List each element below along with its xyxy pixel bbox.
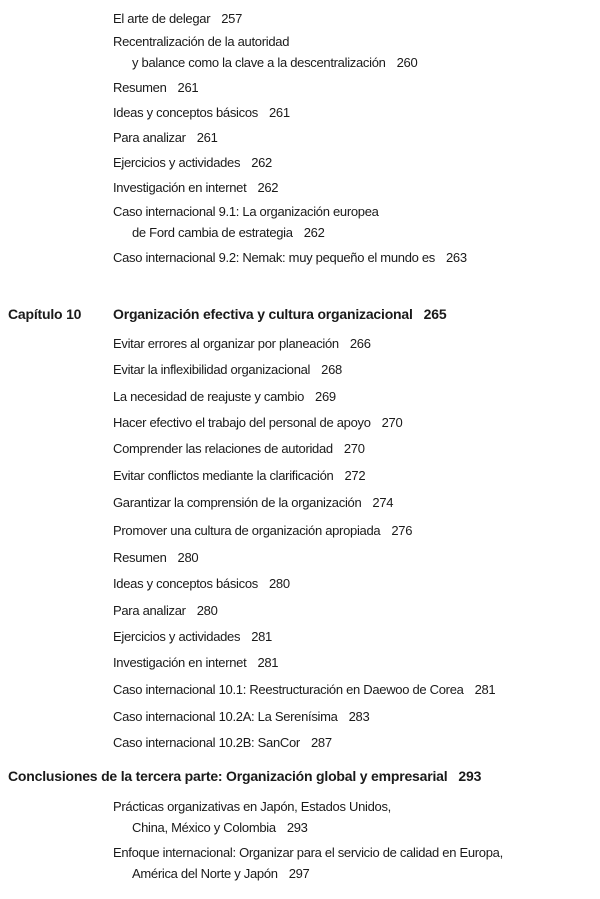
toc-entry-text: Resumen [113, 80, 167, 95]
toc-entry-page: 274 [372, 495, 394, 510]
chapter-10-page: 265 [423, 306, 447, 322]
toc-entry [113, 386, 336, 407]
toc-entry [113, 547, 198, 568]
toc-entry [113, 573, 290, 594]
toc-entry-page: 261 [196, 130, 218, 145]
toc-entry-text: Ejercicios y actividades [113, 155, 241, 170]
toc-entry [113, 102, 290, 123]
toc-entry-page: 283 [348, 709, 370, 724]
toc-entry-text [113, 679, 495, 700]
toc-entry-text [113, 573, 290, 594]
toc-entry-text: Caso internacional 10.2B: SanCor [113, 735, 300, 750]
toc-entry-page: 268 [321, 362, 342, 377]
toc-entry-text: Promover una cultura de organización apropiada [113, 523, 381, 538]
toc-entry-text [113, 520, 412, 541]
toc-entry-page: 262 [303, 225, 325, 240]
chapter-10-label: Capítulo 10 [8, 306, 82, 322]
chapter-10-title: Organización efectiva y cultura organizacional [113, 306, 413, 322]
toc-entry [113, 600, 218, 621]
toc-entry-text [113, 386, 336, 407]
toc-entry-text [113, 412, 402, 433]
toc-entry-text [113, 247, 467, 268]
toc-entry [113, 842, 503, 884]
toc-entry-text: Para analizar [113, 130, 186, 145]
toc-entry-page: 281 [251, 629, 272, 644]
toc-entry [113, 359, 342, 380]
toc-entry-page: 262 [257, 180, 279, 195]
toc-entry-text: y balance como la clave a la descentralización [132, 55, 386, 70]
toc-entry-text [113, 600, 218, 621]
toc-entry [113, 152, 272, 173]
toc-entry-text [113, 465, 365, 486]
toc-entry [113, 247, 467, 268]
toc-entry-text: China, México y Colombia [132, 820, 276, 835]
toc-entry [113, 31, 417, 73]
toc-entry-text [113, 52, 417, 73]
toc-entry [113, 333, 371, 354]
toc-entry-text: Garantizar la comprensión de la organización [113, 495, 362, 510]
toc-entry-text [113, 652, 278, 673]
toc-entry [113, 796, 391, 838]
toc-entry-text: Caso internacional 10.2A: La Serenísima [113, 709, 338, 724]
toc-entry-text: Ejercicios y actividades [113, 629, 241, 644]
toc-entry-page: 297 [288, 866, 310, 881]
toc-entry-text: Resumen [113, 550, 167, 565]
toc-entry-text [113, 177, 278, 198]
toc-entry-page: 293 [286, 820, 308, 835]
toc-entry [113, 412, 402, 433]
toc-entry-text: Caso internacional 10.1: Reestructuración en Daewoo de Corea [113, 682, 464, 697]
toc-entry [113, 732, 332, 753]
toc-entry-text: Ideas y conceptos básicos [113, 105, 258, 120]
toc-entry-text [113, 359, 342, 380]
toc-entry-text: La necesidad de reajuste y cambio [113, 389, 305, 404]
toc-entry-text: Caso internacional 9.2: Nemak: muy pequeño el mundo es [113, 250, 435, 265]
toc-entry-page: 272 [344, 468, 366, 483]
toc-entry-text [113, 817, 391, 838]
toc-entry-page: 261 [268, 105, 290, 120]
toc-entry-text [113, 8, 242, 29]
toc-entry-text [113, 222, 379, 243]
toc-entry-text: Enfoque internacional: Organizar para el servicio de calidad en Europa, [113, 845, 503, 860]
toc-entry-page: 280 [177, 550, 199, 565]
toc-entry [113, 706, 369, 727]
toc-entry-text: de Ford cambia de estrategia [132, 225, 293, 240]
toc-entry [113, 177, 278, 198]
toc-entry-text [113, 127, 218, 148]
toc-entry [113, 465, 365, 486]
toc-entry-text [113, 77, 198, 98]
toc-entry-page: 261 [177, 80, 199, 95]
toc-entry [113, 8, 242, 29]
toc-entry-text: Hacer efectivo el trabajo del personal de apoyo [113, 415, 371, 430]
toc-entry-page: 280 [268, 576, 290, 591]
toc-entry-text [113, 492, 393, 513]
toc-entry [113, 77, 198, 98]
toc-entry-text [113, 333, 371, 354]
chapter-10-heading [113, 306, 446, 322]
toc-entry-page: 257 [221, 11, 243, 26]
toc-entry [113, 492, 393, 513]
toc-entry-text [113, 547, 198, 568]
toc-entry-text: El arte de delegar [113, 11, 211, 26]
toc-entry-text: Investigación en internet [113, 655, 247, 670]
toc-entry-page: 270 [343, 441, 365, 456]
conclusions-page: 293 [458, 768, 482, 784]
toc-entry-text: Evitar conflictos mediante la clarificación [113, 468, 334, 483]
toc-entry [113, 626, 272, 647]
toc-entry-text: Investigación en internet [113, 180, 247, 195]
toc-entry-page: 263 [446, 250, 467, 265]
toc-entry-text [113, 863, 503, 884]
toc-entry-text [113, 626, 272, 647]
toc-entry [113, 679, 495, 700]
toc-entry [113, 127, 218, 148]
toc-entry-page: 281 [474, 682, 496, 697]
toc-entry-text: Prácticas organizativas en Japón, Estados Unidos, [113, 799, 391, 814]
toc-entry-text: Para analizar [113, 603, 186, 618]
toc-entry-text: Evitar la inflexibilidad organizacional [113, 362, 311, 377]
toc-entry-text: América del Norte y Japón [132, 866, 278, 881]
toc-entry-text [113, 152, 272, 173]
toc-entry-page: 262 [251, 155, 272, 170]
toc-entry-text [113, 102, 290, 123]
toc-entry-page: 270 [381, 415, 403, 430]
toc-entry-page: 280 [196, 603, 218, 618]
toc-entry-text: Evitar errores al organizar por planeación [113, 336, 339, 351]
toc-entry [113, 201, 379, 243]
toc-entry-text [113, 706, 369, 727]
conclusions-heading [8, 768, 481, 784]
toc-entry-page: 269 [315, 389, 336, 404]
toc-entry [113, 520, 412, 541]
toc-entry [113, 652, 278, 673]
toc-entry-page: 287 [310, 735, 332, 750]
toc-entry-text: Comprender las relaciones de autoridad [113, 441, 333, 456]
toc-entry-text [113, 438, 365, 459]
toc-entry-page: 281 [257, 655, 279, 670]
conclusions-title: Conclusiones de la tercera parte: Organización global y empresarial [8, 768, 448, 784]
toc-entry-page: 276 [391, 523, 413, 538]
toc-entry-text: Caso internacional 9.1: La organización europea [113, 204, 379, 219]
toc-entry [113, 438, 365, 459]
toc-entry-text: Ideas y conceptos básicos [113, 576, 258, 591]
toc-entry-text [113, 732, 332, 753]
toc-entry-page: 260 [396, 55, 418, 70]
toc-entry-page: 266 [349, 336, 371, 351]
toc-entry-text: Recentralización de la autoridad [113, 34, 290, 49]
